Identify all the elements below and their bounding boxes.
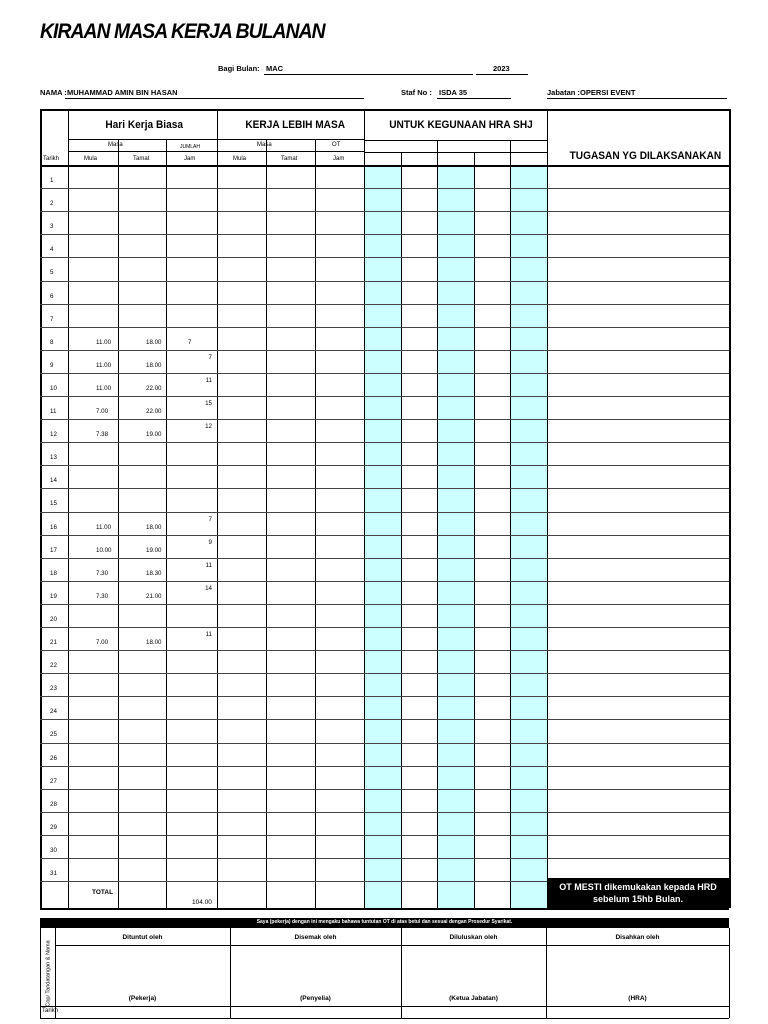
- row-mula: 11.00: [96, 384, 112, 392]
- row-jam: 11: [205, 561, 212, 569]
- row-day: 31: [50, 870, 57, 877]
- row-line-29: [40, 835, 729, 836]
- sig-col-2-title: Disemak oleh: [294, 934, 337, 941]
- header-mula-hk: Mula: [84, 156, 98, 162]
- col-divider-1: [118, 139, 119, 908]
- row-line-4: [40, 257, 729, 258]
- sig-right-border: [729, 928, 730, 1018]
- row-line-24: [40, 719, 729, 720]
- header-ot: OT: [332, 142, 341, 148]
- row-day: 12: [50, 431, 57, 439]
- row-day: 5: [50, 269, 54, 277]
- row-mula: 11.00: [96, 338, 112, 346]
- row-day: 1: [50, 177, 54, 184]
- header-bottom-line: [40, 165, 729, 167]
- sig-col-divider-2: [230, 928, 231, 1018]
- row-jam: 9: [208, 538, 212, 546]
- row-mula: 10.00: [96, 546, 112, 554]
- row-mula: 11.00: [96, 523, 112, 531]
- row-line-25: [40, 743, 729, 744]
- nama-underline: [65, 98, 364, 99]
- jabatan-label: Jabatan :: [547, 88, 580, 97]
- header-tamat-ot: Tamat: [281, 156, 298, 162]
- row-jam: 7: [208, 515, 212, 523]
- header-tamat-hk: Tamat: [133, 156, 150, 162]
- row-day: 26: [50, 754, 57, 762]
- row-day: 10: [50, 384, 57, 392]
- row-line-9: [40, 373, 729, 374]
- timesheet-grid: [40, 109, 729, 908]
- row-line-1: [40, 188, 729, 189]
- header-jam-hk: Jam: [184, 156, 196, 162]
- row-tamat: 18.00: [146, 639, 162, 646]
- row-line-12: [40, 442, 729, 443]
- header-jam-ot: Jam: [333, 156, 345, 162]
- row-tamat: 21.00: [146, 592, 162, 600]
- row-day: 22: [50, 662, 57, 670]
- sig-col-divider-1: [55, 928, 56, 1018]
- row-day: 27: [50, 777, 57, 785]
- year-underline: [476, 74, 528, 75]
- col-divider-3: [266, 139, 267, 908]
- row-day: 3: [50, 223, 54, 231]
- header-kerja-lebih: KERJA LEBIH MASA: [245, 119, 346, 131]
- row-day: 28: [50, 800, 57, 808]
- row-line-28: [40, 812, 729, 813]
- row-tamat: 18.00: [146, 523, 162, 531]
- row-line-11: [40, 419, 729, 420]
- row-jam: 12: [205, 423, 212, 431]
- staf-value: ISDA 35: [439, 88, 468, 97]
- sig-col-2-role: (Penyelia): [300, 995, 331, 1002]
- row-line-14: [40, 488, 729, 489]
- row-tamat: 22.00: [146, 384, 162, 392]
- jabatan-underline: [547, 98, 727, 99]
- row-line-21: [40, 650, 729, 651]
- row-tamat: 18.30: [146, 569, 162, 577]
- year-value: 2023: [493, 64, 510, 73]
- row-day: 21: [50, 639, 57, 646]
- signature-tarikh-label: Tarikh: [42, 1008, 59, 1014]
- row-day: 30: [50, 846, 57, 854]
- row-jam: 11: [205, 376, 212, 384]
- declaration-bar: [40, 918, 729, 928]
- row-line-6: [40, 304, 729, 305]
- row-line-3: [40, 234, 729, 235]
- col-divider-2: [166, 139, 167, 908]
- row-line-16: [40, 535, 729, 536]
- total-label: TOTAL: [92, 889, 114, 896]
- row-tamat: 18.00: [146, 338, 162, 346]
- header-line-sub-hra: [364, 152, 547, 153]
- row-day: 9: [50, 361, 54, 369]
- ot-note-box: [547, 878, 729, 908]
- row-mula: 7.00: [96, 408, 109, 415]
- row-tamat: 18.00: [146, 361, 162, 369]
- row-mula: 11.00: [96, 361, 112, 369]
- row-line-19: [40, 604, 729, 605]
- header-hra: UNTUK KEGUNAAN HRA SHJ: [389, 119, 533, 131]
- row-day: 16: [50, 523, 57, 531]
- staf-label: Staf No :: [401, 88, 432, 97]
- form-title: KIRAAN MASA KERJA BULANAN: [40, 20, 325, 43]
- sig-col-3-role: (Ketua Jabatan): [449, 995, 498, 1002]
- row-day: 17: [50, 546, 57, 554]
- total-value: 104.00: [192, 899, 212, 906]
- col-divider-7: [474, 152, 475, 908]
- header-masa-ot: Masa: [257, 142, 272, 148]
- nama-label: NAMA :: [40, 88, 67, 97]
- row-line-17: [40, 558, 729, 559]
- col-divider-6: [437, 140, 438, 908]
- row-line-22: [40, 673, 729, 674]
- row-mula: 7.00: [96, 639, 109, 646]
- row-jam: 7: [188, 338, 192, 346]
- sig-bottom-line: [40, 1018, 729, 1019]
- row-line-10: [40, 396, 729, 397]
- col-divider-8: [510, 140, 511, 908]
- header-line-sub: [68, 151, 364, 152]
- row-mula: 7.38: [96, 431, 109, 439]
- signature-side-label: Cop/ Tandatangan & Nama: [45, 940, 52, 1007]
- sig-title-line: [55, 945, 729, 946]
- staf-underline: [437, 98, 511, 99]
- row-line-15: [40, 512, 729, 513]
- row-day: 25: [50, 731, 57, 739]
- row-jam: 15: [205, 400, 212, 407]
- row-day: 8: [50, 338, 54, 346]
- header-masa-hk: Masa: [108, 142, 123, 148]
- row-line-8: [40, 350, 729, 351]
- row-line-18: [40, 581, 729, 582]
- header-hari-kerja: Hari Kerja Biasa: [105, 119, 184, 131]
- row-day: 23: [50, 685, 57, 693]
- row-day: 2: [50, 200, 54, 208]
- row-day: 4: [50, 246, 54, 254]
- row-line-7: [40, 327, 729, 328]
- row-tamat: 19.00: [146, 546, 162, 554]
- row-line-2: [40, 211, 729, 212]
- bagi-bulan-label: Bagi Bulan:: [218, 64, 260, 73]
- row-line-5: [40, 281, 729, 282]
- signature-block: [40, 918, 729, 1018]
- hra-shade-col-1: [364, 165, 401, 908]
- row-line-26: [40, 766, 729, 767]
- row-line-27: [40, 789, 729, 790]
- ot-note-line2: sebelum 15hb Bulan.: [592, 894, 684, 904]
- row-line-13: [40, 465, 729, 466]
- row-day: 20: [50, 615, 57, 623]
- hra-shade-col-2: [437, 165, 474, 908]
- row-line-30: [40, 858, 729, 859]
- row-day: 14: [50, 477, 57, 485]
- jabatan-value: OPERSI EVENT: [580, 88, 636, 97]
- col-divider-5: [401, 152, 402, 908]
- row-jam: 14: [205, 584, 212, 592]
- sig-col-divider-3: [401, 928, 402, 1018]
- row-day: 11: [50, 408, 57, 415]
- header-jumlah: JUMLAH: [180, 144, 201, 150]
- header-tugasan: TUGASAN YG DILAKSANAKAN: [569, 150, 722, 162]
- header-mula-ot: Mula: [233, 156, 247, 162]
- grid-bottom-border: [40, 908, 729, 910]
- declaration-text: Saya (pekerja) dengan ini mengaku bahawa tuntutan OT di atas betul dan sesuai dengan Prosedur Syarikat.: [256, 919, 513, 925]
- grid-top-border: [40, 109, 729, 111]
- row-jam: 7: [208, 353, 212, 361]
- row-day: 13: [50, 454, 57, 462]
- row-day: 15: [50, 500, 57, 508]
- header-line-masa: [68, 139, 364, 140]
- header-tarikh: Tarikh: [43, 156, 60, 162]
- sig-col-4-title: Disahkan oleh: [615, 934, 660, 941]
- row-day: 7: [50, 315, 54, 323]
- row-day: 19: [50, 592, 57, 600]
- bagi-bulan-value: MAC: [266, 64, 284, 73]
- row-mula: 7.30: [96, 569, 109, 577]
- nama-value: MUHAMMAD AMIN BIN HASAN: [67, 88, 178, 97]
- row-tamat: 22.00: [146, 408, 162, 415]
- row-jam: 11: [205, 631, 212, 638]
- sig-col-4-role: (HRA): [628, 995, 647, 1002]
- sig-col-divider-4: [546, 928, 547, 1018]
- bagi-bulan-underline: [264, 74, 473, 75]
- row-mula: 7.30: [96, 592, 109, 600]
- hra-shade-col-3: [510, 165, 547, 908]
- header-line-hra: [364, 140, 547, 141]
- sig-col-3-title: Diluluskan oleh: [449, 934, 498, 941]
- col-divider-4: [315, 139, 316, 908]
- row-line-20: [40, 627, 729, 628]
- row-line-23: [40, 696, 729, 697]
- sig-role-line: [40, 1006, 729, 1007]
- row-day: 29: [50, 823, 57, 831]
- row-day: 6: [50, 292, 54, 300]
- row-day: 24: [50, 708, 57, 716]
- row-tamat: 19.00: [146, 431, 162, 439]
- sig-left-border: [40, 928, 41, 1018]
- sig-col-1-role: (Pekerja): [128, 995, 157, 1002]
- row-day: 18: [50, 569, 57, 577]
- grid-right-border: [729, 109, 731, 908]
- ot-note-line1: OT MESTI dikemukakan kepada HRD: [559, 882, 717, 892]
- sig-col-1-title: Dituntut oleh: [122, 934, 163, 941]
